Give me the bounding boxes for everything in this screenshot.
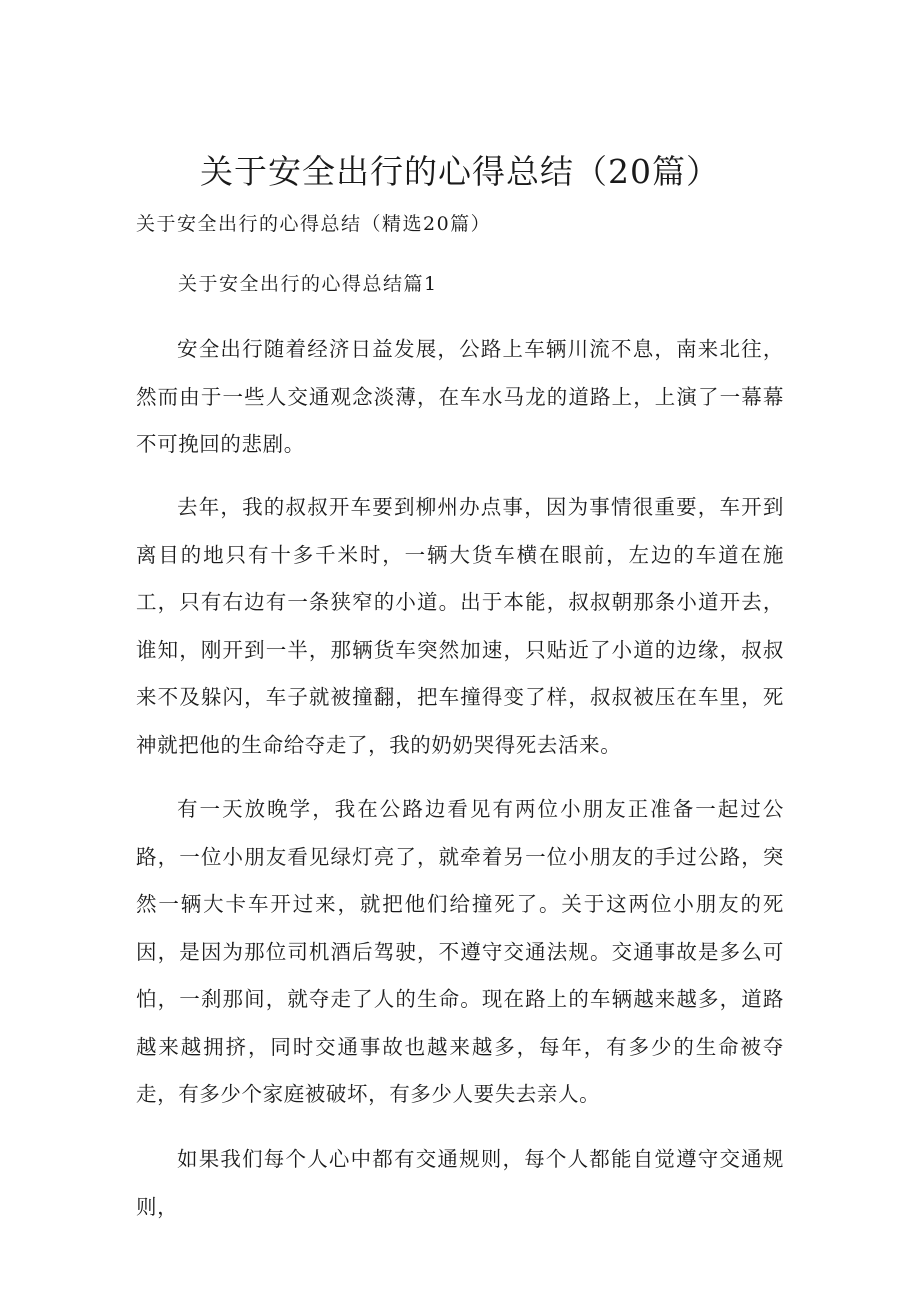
document-title: 关于安全出行的心得总结（20篇） bbox=[200, 152, 720, 191]
section-heading: 关于安全出行的心得总结篇1 bbox=[178, 273, 438, 295]
document-subtitle: 关于安全出行的心得总结（精选20篇） bbox=[136, 213, 492, 235]
paragraph: 如果我们每个人心中都有交通规则，每个人都能自觉遵守交通规则， bbox=[136, 1147, 784, 1219]
paragraph: 去年，我的叔叔开车要到柳州办点事，因为事情很重要，车开到离目的地只有十多千米时，一辆大货车横在眼前，左边的车道在施工，只有右边有一条狭窄的小道。出于本能，叔叔朝那条小道开去，谁知，刚开到一半，那辆货车突然加速，只贴近了小道的边缘，叔叔来不及躲闪，车子就被撞翻，把车撞得变了样，叔叔被压在车里，死神就把他的生命给夺走了，我的奶奶哭得死去活来。 bbox=[136, 495, 784, 757]
paragraph: 有一天放晚学，我在公路边看见有两位小朋友正准备一起过公路，一位小朋友看见绿灯亮了，就牵着另一位小朋友的手过公路，突然一辆大卡车开过来，就把他们给撞死了。关于这两位小朋友的死因，是因为那位司机酒后驾驶，不遵守交通法规。交通事故是多么可怕，一刹那间，就夺走了人的生命。现在路上的车辆越来越多，道路越来越拥挤，同时交通事故也越来越多，每年，有多少的生命被夺走，有多少个家庭被破坏，有多少人要失去亲人。 bbox=[136, 797, 784, 1106]
paragraph: 安全出行随着经济日益发展，公路上车辆川流不息，南来北往，然而由于一些人交通观念淡薄，在车水马龙的道路上，上演了一幕幕不可挽回的悲剧。 bbox=[136, 337, 784, 456]
